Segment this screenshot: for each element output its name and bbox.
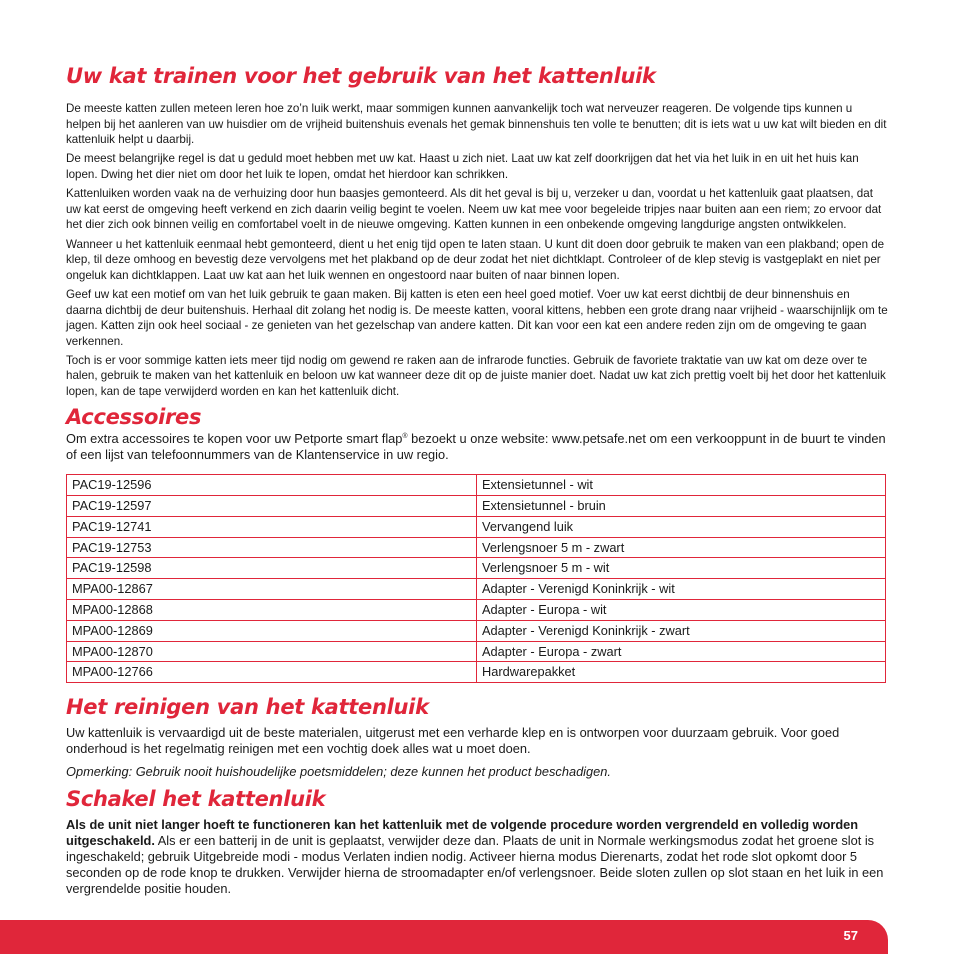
product-description: Hardwarepakket (477, 662, 886, 683)
accessories-table (66, 474, 886, 683)
product-code: MPA00-12869 (67, 620, 477, 641)
accessories-intro-end: bezoekt u onze website: www.petsafe.net om een verkooppunt in de buurt te vinden of een lijst van telefoonnummers van de Klantenservice in uw regio. (66, 431, 886, 463)
table-row (67, 600, 886, 621)
section-title-accessories: Accessoires (66, 405, 202, 430)
table-row (67, 641, 886, 662)
product-code: MPA00-12766 (67, 662, 477, 683)
training-paragraph: Kattenluiken worden vaak na de verhuizing door hun baasjes gemonteerd. Als dit het geval is bij u, verzeker u dan, voordat u het kattenluik gaat plaatsen, dat uw kat eerst de omgeving heeft verkend en zich daarin veilig begint te voelen. Neem uw kat mee voor begeleide tripjes naar buiten aan een riem; zo ervoor dat het dier zich ook binnen veilig en comfortabel voelt in de nieuwe omgeving. Katten kunnen in een onbekende omgeving langdurige angsten ontwikkelen. (66, 187, 882, 232)
product-code: PAC19-12598 (67, 558, 477, 579)
product-code: PAC19-12741 (67, 516, 477, 537)
product-description: Adapter - Verenigd Koninkrijk - zwart (477, 620, 886, 641)
product-code: PAC19-12596 (67, 475, 477, 496)
table-row (67, 662, 886, 683)
product-description: Verlengsnoer 5 m - wit (477, 558, 886, 579)
product-description: Verlengsnoer 5 m - zwart (477, 537, 886, 558)
footer-bar (0, 920, 888, 954)
accessories-intro (66, 431, 888, 463)
training-paragraph: De meest belangrijke regel is dat u geduld moet hebben met uw kat. Haast u zich niet. Laat uw kat zelf doorkrijgen dat het via het luik in en uit het huis kan lopen. Dwing het dier niet om door het luik te lopen, omdat het hierdoor kan schrikken. (66, 152, 859, 181)
cleaning-note: Opmerking: Gebruik nooit huishoudelijke poetsmiddelen; deze kunnen het product beschadigen. (66, 764, 611, 780)
training-text (66, 101, 888, 400)
product-description: Adapter - Europa - zwart (477, 641, 886, 662)
training-paragraph: De meeste katten zullen meteen leren hoe zo’n luik werkt, maar sommigen kunnen aanvankelijk toch wat nerveuzer reageren. De volgende tips kunnen u helpen bij het aanleren van uw huisdier om de vrijheid buitenshuis evenals het gemak binnenshuis ten volle te benutten; dit is iets wat u uw kat wilt bieden en dit kattenluik helpt u daarbij. (66, 102, 887, 147)
product-code: PAC19-12597 (67, 496, 477, 517)
training-paragraph: Wanneer u het kattenluik eenmaal hebt gemonteerd, dient u het enig tijd open te laten staan. U kunt dit doen door gebruik te maken van een plakband; open de klep, til deze omhoog en bevestig deze vervolgens met het plakband op de deur zodat het niet dichtklapt. Controleer of de klep stevig is vastgeplakt en niet per ongeluk kan dichtklappen. Laat uw kat aan het luik wennen en ongestoord naar buiten of naar binnen lopen. (66, 237, 885, 282)
registered-mark: ® (402, 433, 408, 441)
table-row (67, 558, 886, 579)
section-title-training: Uw kat trainen voor het gebruik van het kattenluik (66, 64, 656, 88)
table-row (67, 496, 886, 517)
product-code: MPA00-12870 (67, 641, 477, 662)
training-paragraph: Geef uw kat een motief om van het luik gebruik te gaan maken. Bij katten is eten een heel goed motief. Voer uw kat eerst dichtbij de deur binnenshuis en daarna dichtbij de deur buitenshuis. Herhaal dit zolang het nodig is. De meeste katten, vooral kittens, hebben een grote drang naar vrijheid - waarschijnlijk om te jagen. Katten zijn ook heel sociaal - ze genieten van het gezelschap van andere katten. Dit kan voor een kat een andere reden zijn om de omgeving te gaan verkennen. (66, 287, 888, 348)
switch-off-bold-text: Als de unit niet langer hoeft te functioneren kan het kattenluik met de volgende procedure worden vergrendeld en volledig worden uitgeschakeld. (66, 817, 859, 849)
table-row (67, 579, 886, 600)
product-description: Vervangend luik (477, 516, 886, 537)
table-row (67, 516, 886, 537)
product-code: MPA00-12867 (67, 579, 477, 600)
cleaning-text: Uw kattenluik is vervaardigd uit de beste materialen, uitgerust met een verharde klep en is ontworpen voor duurzaam gebruik. Voor goed onderhoud is het regelmatig reinigen met een vochtig doek alles wat u moet doen. (66, 725, 840, 757)
section-title-switch-off: Schakel het kattenluik (66, 787, 326, 812)
product-code: MPA00-12868 (67, 600, 477, 621)
section-title-cleaning: Het reinigen van het kattenluik (66, 695, 429, 720)
product-description: Adapter - Europa - wit (477, 600, 886, 621)
table-row (67, 620, 886, 641)
switch-off-text (66, 817, 888, 897)
product-code: PAC19-12753 (67, 537, 477, 558)
product-description: Adapter - Verenigd Koninkrijk - wit (477, 579, 886, 600)
product-description: Extensietunnel - wit (477, 475, 886, 496)
switch-off-instructions: Als er een batterij in de unit is geplaatst, verwijder deze dan. Plaats de unit in Normale werkingsmodus zodat het groene slot is ingeschakeld; gebruik Uitgebreide modi - modus Verlaten indien nodig. Activeer hierna modus Dierenarts, zodat het rode slot opkomt door 5 seconden op de rode knop te drukken. Verwijder hierna de stroomadapter en/of verlengsnoer. Beide sloten zullen op slot staan en het luik in een vergrendelde positie houden. (66, 833, 884, 897)
accessories-intro-start: Om extra accessoires te kopen voor uw Petporte smart flap (66, 431, 403, 447)
table-row (67, 475, 886, 496)
page-number: 57 (843, 928, 858, 943)
page-content (66, 62, 888, 897)
product-description: Extensietunnel - bruin (477, 496, 886, 517)
training-paragraph: Toch is er voor sommige katten iets meer tijd nodig om gewend re raken aan de infrarode functies. Gebruik de favoriete traktatie van uw kat om deze over te halen, gebruik te maken van het kattenluik en beloon uw kat wanneer deze dit op de juiste manier doet. Nadat uw kat zich prettig voelt bij het door het kattenluik lopen, kan de tape verwijderd worden en kan het kattenluik dicht. (66, 353, 886, 399)
table-row (67, 537, 886, 558)
